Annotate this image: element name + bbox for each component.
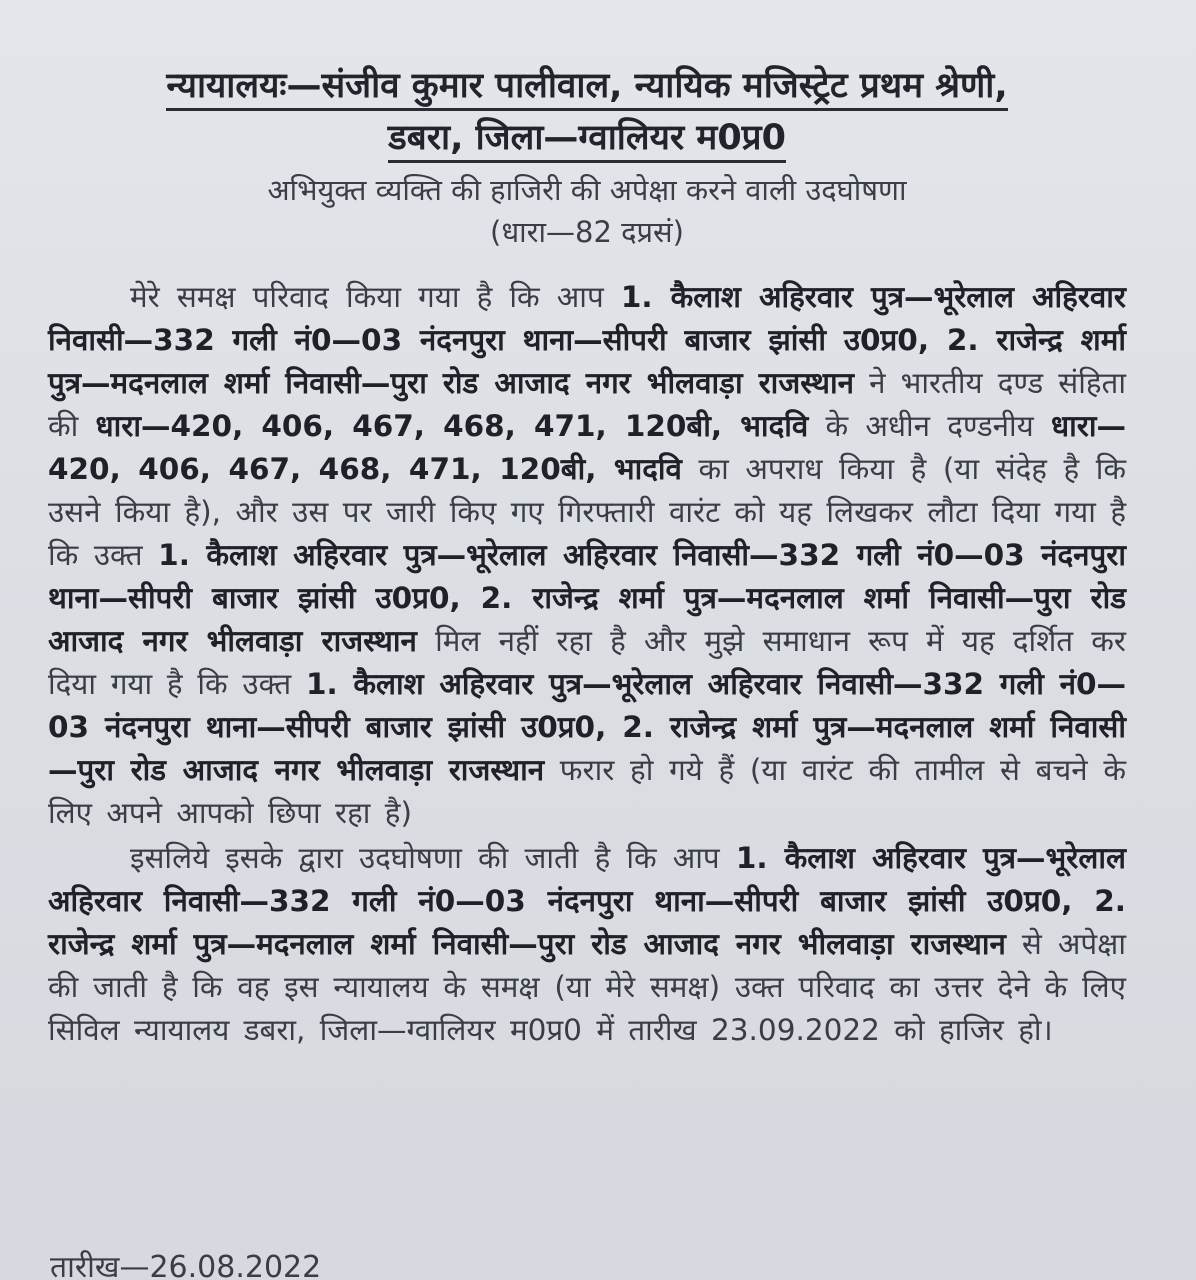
court-header-line-1 <box>48 60 1126 112</box>
p1-text-4: का अपराध किया है (या संदेह है कि उसने किया है), और उस पर जारी किए गए गिरफ्तारी वारंट को यह लिखकर लौटा दिया गया है कि उक्त <box>48 452 1126 572</box>
p1-text-5: मिल नहीं रहा है और मुझे समाधान रूप में यह दर्शित कर दिया गया है कि उक्त <box>48 624 1127 701</box>
court-location: डबरा, जिला—ग्वालियर म0प्र0 <box>388 118 786 163</box>
p1-text-6: फरार हो गये हैं (या वारंट की तामील से बचने के लिए अपने आपको छिपा रहा है) <box>48 753 1127 830</box>
p1-sections-1: धारा—420, 406, 467, 468, 471, 120बी, भादवि <box>95 409 809 443</box>
p2-text-2: से अपेक्षा की जाती है कि वह इस न्यायालय के समक्ष (या मेरे समक्ष) उक्त परिवाद का उत्तर देने के लिए सिविल न्यायालय डबरा, जिला—ग्वालियर म0प्र0 में तारीख 23.09.2022 को हाजिर हो। <box>48 927 1126 1047</box>
p1-accused-names-2: 1. कैलाश अहिरवार पुत्र—भूरेलाल अहिरवार निवासी—332 गली नं0—03 नंदनपुरा थाना—सीपरी बाजार झांसी उ0प्र0, 2. राजेन्द्र शर्मा पुत्र—मदनलाल शर्मा निवासी—पुरा रोड आजाद नगर भीलवाड़ा राजस्थान <box>48 538 1126 658</box>
p1-accused-names-1: 1. कैलाश अहिरवार पुत्र—भूरेलाल अहिरवार निवासी—332 गली नं0—03 नंदनपुरा थाना—सीपरी बाजार झांसी उ0प्र0, 2. राजेन्द्र शर्मा पुत्र—मदनलाल शर्मा निवासी—पुरा रोड आजाद नगर भीलवाड़ा राजस्थान <box>48 280 1126 400</box>
document-title: अभियुक्त व्यक्ति की हाजिरी की अपेक्षा करने वाली उदघोषणा <box>267 173 907 207</box>
legal-section-reference: (धारा—82 दप्रसं) <box>490 215 684 249</box>
document-date: तारीख—26.08.2022 <box>50 1250 322 1280</box>
p1-sections-2: धारा—420, 406, 467, 468, 471, 120बी, भादवि <box>48 409 1126 486</box>
court-name: न्यायालयः—संजीव कुमार पालीवाल, न्यायिक मजिस्ट्रेट प्रथम श्रेणी, <box>166 66 1007 111</box>
p1-text-2: ने भारतीय दण्ड संहिता की <box>48 366 1126 443</box>
p1-text-3: के अधीन दण्डनीय <box>808 409 1051 443</box>
body-paragraph-2 <box>48 837 1126 1052</box>
p1-accused-names-3: 1. कैलाश अहिरवार पुत्र—भूरेलाल अहिरवार निवासी—332 गली नं0—03 नंदनपुरा थाना—सीपरी बाजार झांसी उ0प्र0, 2. राजेन्द्र शर्मा पुत्र—मदनलाल शर्मा निवासी—पुरा रोड आजाद नगर भीलवाड़ा राजस्थान <box>48 667 1126 787</box>
body-paragraph-1 <box>48 276 1126 835</box>
p2-accused-names: 1. कैलाश अहिरवार पुत्र—भूरेलाल अहिरवार निवासी—332 गली नं0—03 नंदनपुरा थाना—सीपरी बाजार झांसी उ0प्र0, 2. राजेन्द्र शर्मा पुत्र—मदनलाल शर्मा निवासी—पुरा रोड आजाद नगर भीलवाड़ा राजस्थान <box>48 841 1126 961</box>
p1-text-1: मेरे समक्ष परिवाद किया गया है कि आप <box>130 280 621 314</box>
court-header-line-2 <box>48 112 1126 164</box>
p2-text-1: इसलिये इसके द्वारा उदघोषणा की जाती है कि आप <box>130 841 736 875</box>
